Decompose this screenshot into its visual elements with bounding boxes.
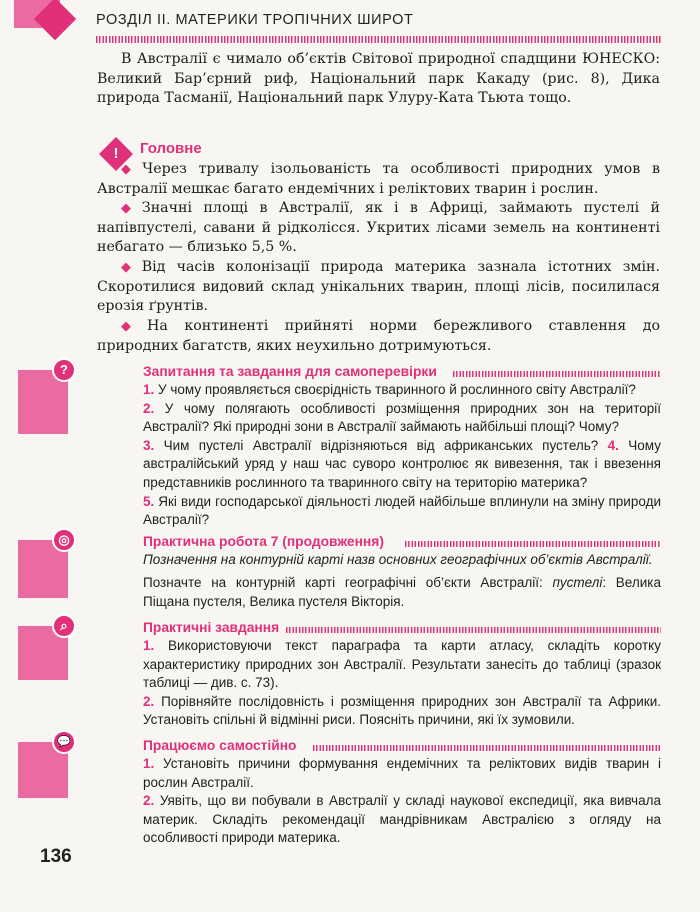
exclamation-icon: !	[99, 137, 133, 171]
main-bullet	[97, 199, 660, 258]
intro-paragraph: В Австралії є чимало об’єктів Світової природної спадщини ЮНЕСКО: Великий Бар’єрний риф, Національний парк Какаду (рис. 8), Дика природа Тасманії, Національний парк Улуру-Ката Тьюта тощо.	[97, 51, 660, 106]
self-work-item: 1. Установіть причини формування ендемічних та реліктових видів тварин і рослин Австралії.	[143, 756, 661, 790]
main-bullet-text: Від часів колонізації природа материка зазнала істотних змін. Скоротилися видовий склад унікальних тварин, площі лісів, посилилася ерозія ґрунтів.	[97, 259, 661, 314]
main-bullet	[97, 317, 660, 356]
question-item: 5. Які види господарської діяльності людей найбільше вплинули на зміну природи Австралії?	[143, 493, 661, 528]
practical-tasks-rule	[286, 627, 661, 633]
main-bullet-text: Значні площі в Австралії, як і в Африці, займають пустелі й напівпустелі, савани й рідколісся. Укритих лісами земель на континенті небагато — близько 5,5 %.	[97, 200, 660, 255]
speech-bubble-icon: 💬	[52, 730, 76, 754]
magnifier-icon: ⌕	[52, 614, 76, 638]
question-icon: ?	[52, 358, 76, 382]
practical-work-text: Позначте на контурній карті географічні об’єкти Австралії: пустелі: Велика Піщана пустеля, Велика пустеля Вікторія.	[143, 575, 661, 609]
question-item: 2. У чому полягають особливості розміщення природних зон на території Австралії? Які природні зони в Австралії займають найбільші площі? Чому?	[143, 400, 661, 435]
practical-tasks-list	[143, 637, 661, 730]
practical-work-heading: Практична робота 7 (продовження)	[143, 534, 384, 549]
main-bullet-text: На континенті прийняті норми бережливого ставлення до природних багатств, яких неухильно дотримуються.	[97, 318, 661, 354]
task-item: 1. Використовуючи текст параграфа та карти атласу, складіть коротку характеристику природних зон Австралії. Результати занесіть до таблиці (зразок таблиці — див. с. 73).	[143, 638, 661, 691]
questions-list	[143, 381, 661, 530]
diamond-bullet-icon: ◆	[121, 260, 138, 275]
questions-rule	[453, 371, 661, 377]
self-work-rule	[313, 745, 661, 751]
self-work-item: 2. Уявіть, що ви побували в Австралії у складі наукової експедиції, яка вивчала материк. Складіть рекомендації мандрівникам Австралією з огляду на особливості природи материка.	[143, 793, 661, 846]
question-item: 1. У чому проявляється своєрідність тваринного й рослинного світу Австралії?	[143, 382, 636, 397]
diamond-bullet-icon: ◆	[121, 319, 144, 334]
questions-heading: Запитання та завдання для самоперевірки	[143, 364, 437, 379]
diamond-bullet-icon: ◆	[121, 162, 139, 177]
practical-work-rule	[405, 541, 661, 547]
self-work-list	[143, 755, 661, 848]
target-icon: ◎	[52, 528, 76, 552]
page-number: 136	[40, 846, 72, 867]
question-item: 3. Чим пустелі Австралії відрізняються від африканських пустель? 4. Чому австралійський уряд у наш час суворо контролює як вивезення, так і ввезення представників рослинного та тваринного світу на територію материка?	[143, 437, 661, 490]
main-bullet	[97, 258, 660, 317]
self-work-heading: Працюємо самостійно	[143, 738, 297, 753]
task-item: 2. Порівняйте послідовність і розміщення природних зон Австралії та Африки. Установіть спільні й відмінні риси. Поясніть причини, які їх зумовили.	[143, 693, 661, 728]
main-bullet-text: Через тривалу ізольованість та особливості природних умов в Австралії мешкає багато ендемічних і реліктових тварин і рослин.	[97, 161, 660, 197]
chapter-title: РОЗДІЛ ІІ. МАТЕРИКИ ТРОПІЧНИХ ШИРОТ	[96, 12, 414, 28]
diamond-bullet-icon: ◆	[121, 201, 138, 216]
header-rule	[96, 36, 662, 43]
main-bullet	[97, 160, 660, 199]
practical-tasks-heading: Практичні завдання	[143, 620, 280, 635]
practical-work-subtitle: Позначення на контурній карті назв основних географічних об’єктів Австралії.	[143, 552, 653, 567]
main-heading: Головне	[140, 140, 202, 157]
